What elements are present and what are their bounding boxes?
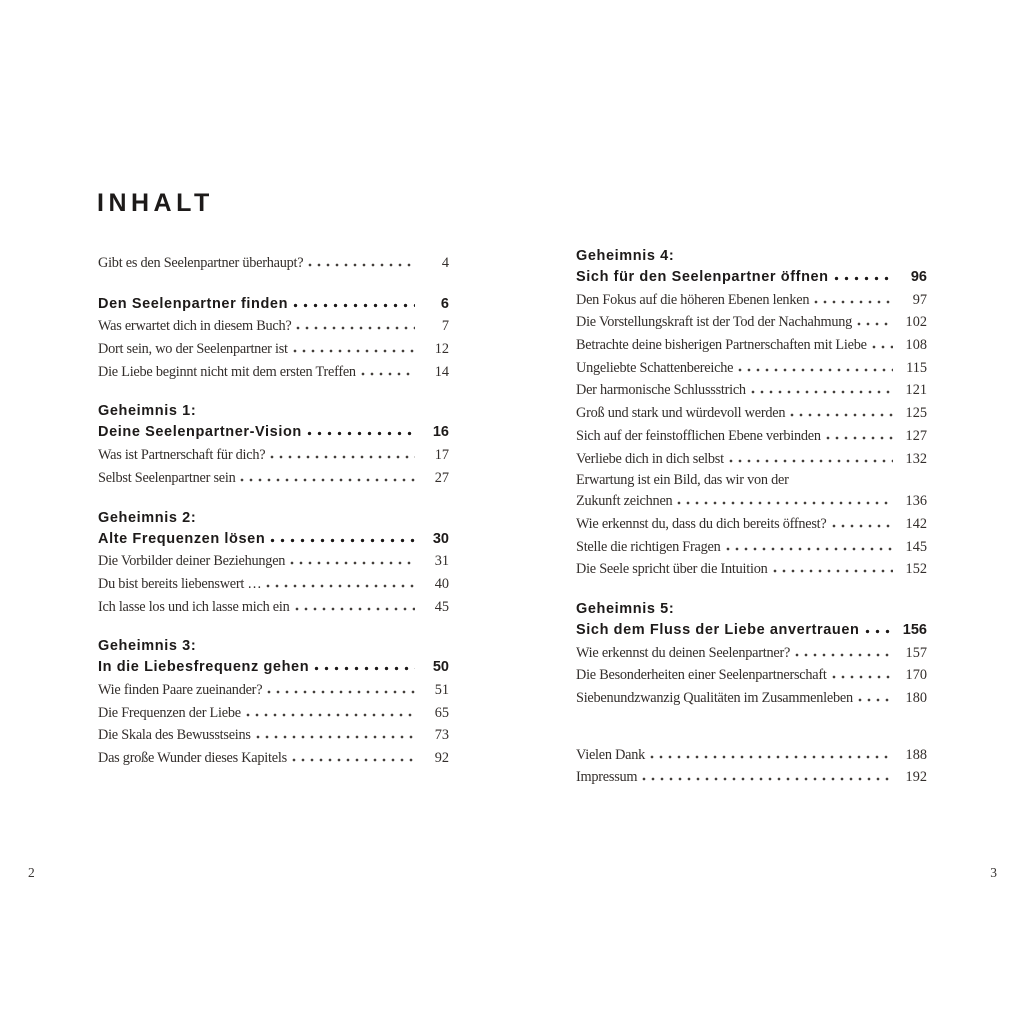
toc-row-main-line xyxy=(576,513,927,536)
toc-row-page-number: 16 xyxy=(432,424,449,441)
toc-row-main-line xyxy=(576,289,927,312)
toc-row-page-number: 192 xyxy=(905,769,927,786)
toc-row-page-number: 96 xyxy=(910,269,927,285)
toc-row-page-number: 145 xyxy=(905,538,927,555)
leader-dots xyxy=(872,345,893,349)
toc-row-main-line xyxy=(576,311,927,334)
toc-row-page-number: 92 xyxy=(434,750,449,766)
toc-row-main-line xyxy=(98,338,449,361)
leader-dots xyxy=(296,326,415,330)
toc-row-page-number: 51 xyxy=(434,681,449,698)
leader-dots xyxy=(266,584,415,588)
toc-row-main-line xyxy=(576,357,927,380)
toc-row-main-line xyxy=(576,642,927,665)
toc-row-label: Die Besonderheiten einer Seelenpartnerschaft xyxy=(576,667,827,684)
toc-column-left xyxy=(98,252,449,770)
toc-row-first-line: Geheimnis 2: xyxy=(98,509,197,526)
leader-dots xyxy=(290,561,415,565)
toc-entry-row xyxy=(98,702,449,725)
leader-dots xyxy=(726,547,893,551)
toc-row-main-line xyxy=(98,315,449,338)
toc-entry-row xyxy=(576,766,927,789)
toc-row-main-line xyxy=(576,490,927,513)
toc-row-page-number: 157 xyxy=(905,644,927,661)
toc-entry-row xyxy=(576,289,927,312)
toc-row-page-number: 180 xyxy=(905,690,927,706)
toc-row-main-line xyxy=(576,448,927,471)
toc-chapter-row xyxy=(98,293,449,316)
toc-row-label: Groß und stark und würdevoll werden xyxy=(576,405,786,422)
toc-row-first-line: Geheimnis 5: xyxy=(576,600,675,617)
toc-row-page-number: 4 xyxy=(441,255,449,271)
toc-entry-row xyxy=(98,467,449,490)
toc-row-page-number: 125 xyxy=(905,405,927,422)
toc-row-page-number: 17 xyxy=(434,447,449,464)
toc-entry-row xyxy=(98,444,449,467)
toc-entry-row xyxy=(98,338,449,361)
toc-row-main-line xyxy=(98,573,449,596)
toc-row-label: Das große Wunder dieses Kapitels xyxy=(98,750,287,766)
toc-row-label: Sich dem Fluss der Liebe anvertrauen xyxy=(576,621,860,638)
toc-row-page-number: 102 xyxy=(905,314,927,331)
toc-row-main-line xyxy=(98,656,449,679)
toc-entry-row xyxy=(576,357,927,380)
toc-row-first-line: Geheimnis 1: xyxy=(98,403,197,420)
leader-dots xyxy=(751,390,893,394)
toc-row-page-number: 6 xyxy=(440,295,449,312)
toc-entry-row xyxy=(98,361,449,384)
toc-row-label: Selbst Seelenpartner sein xyxy=(98,469,236,486)
toc-row-main-line xyxy=(576,425,927,448)
toc-row-main-line xyxy=(98,293,449,316)
toc-entry-row xyxy=(576,536,927,559)
toc-row-label: Zukunft zeichnen xyxy=(576,493,673,510)
toc-row-main-line xyxy=(576,379,927,402)
toc-row-main-line xyxy=(98,421,449,444)
toc-row-label: Die Frequenzen der Liebe xyxy=(98,704,241,721)
toc-entry-row xyxy=(576,664,927,687)
toc-chapter-row xyxy=(98,401,449,444)
toc-entry-row xyxy=(576,558,927,581)
leader-dots xyxy=(240,478,415,482)
page-number-right: 3 xyxy=(990,865,997,880)
toc-row-label: Deine Seelenpartner-Vision xyxy=(98,424,302,441)
leader-dots xyxy=(814,300,893,304)
toc-row-page-number: 152 xyxy=(905,561,927,578)
toc-row-main-line xyxy=(98,444,449,467)
toc-row-page-number: 50 xyxy=(432,659,449,676)
leader-dots xyxy=(650,755,893,759)
leader-dots xyxy=(267,690,415,694)
toc-entry-row xyxy=(576,687,927,710)
toc-entry-row xyxy=(98,724,449,747)
leader-dots xyxy=(738,368,893,372)
toc-entry-row xyxy=(98,596,449,619)
leader-dots xyxy=(832,524,894,528)
toc-row-main-line xyxy=(98,679,449,702)
leader-dots xyxy=(790,413,893,417)
toc-entry-row xyxy=(576,379,927,402)
toc-row-label: Siebenundzwanzig Qualitäten im Zusammenleben xyxy=(576,690,853,706)
toc-row-page-number: 40 xyxy=(434,575,449,592)
toc-row-label: Die Skala des Bewusstseins xyxy=(98,727,251,744)
toc-row-page-number: 31 xyxy=(434,553,449,570)
toc-row-page-number: 65 xyxy=(434,704,449,721)
toc-row-main-line xyxy=(98,252,449,275)
toc-entry-row xyxy=(576,744,927,767)
toc-row-label: Wie finden Paare zueinander? xyxy=(98,681,263,698)
toc-row-label: Du bist bereits liebenswert … xyxy=(98,575,262,592)
toc-row-label: Die Vorstellungskraft ist der Tod der Nachahmung xyxy=(576,314,853,331)
toc-row-main-line xyxy=(98,528,449,551)
toc-row-label: Dort sein, wo der Seelenpartner ist xyxy=(98,341,288,358)
toc-row-page-number: 156 xyxy=(902,621,927,638)
toc-row-main-line xyxy=(576,536,927,559)
toc-entry-row xyxy=(576,448,927,471)
toc-row-label: Ungeliebte Schattenbereiche xyxy=(576,359,734,376)
toc-row-main-line xyxy=(576,334,927,357)
toc-row-main-line xyxy=(576,664,927,687)
toc-row-label: Stelle die richtigen Fragen xyxy=(576,538,721,555)
leader-dots xyxy=(270,455,415,459)
toc-row-page-number: 73 xyxy=(434,727,449,744)
toc-row-main-line xyxy=(98,747,449,770)
leader-dots xyxy=(773,569,894,573)
leader-dots xyxy=(361,372,415,376)
leader-dots xyxy=(314,666,415,671)
leader-dots xyxy=(270,538,415,543)
toc-entry-row xyxy=(576,513,927,536)
toc-chapter-row xyxy=(98,636,449,679)
toc-row-label: Betrachte deine bisherigen Partnerschaften mit Liebe xyxy=(576,337,867,354)
leader-dots xyxy=(826,436,893,440)
leader-dots xyxy=(293,349,415,353)
toc-row-label: Vielen Dank xyxy=(576,746,646,763)
toc-row-label: Gibt es den Seelenpartner überhaupt? xyxy=(98,255,304,271)
toc-row-page-number: 27 xyxy=(434,469,449,486)
toc-entry-row xyxy=(98,679,449,702)
toc-entry-row xyxy=(576,402,927,425)
toc-row-first-line: Erwartung ist ein Bild, das wir von der xyxy=(576,472,789,489)
leader-dots xyxy=(295,607,415,611)
toc-chapter-row xyxy=(576,599,927,642)
toc-row-page-number: 14 xyxy=(434,363,449,380)
toc-row-main-line xyxy=(98,724,449,747)
toc-row-main-line xyxy=(576,558,927,581)
toc-row-label: Wie erkennst du, dass du dich bereits öffnest? xyxy=(576,515,827,532)
toc-entry-row xyxy=(98,573,449,596)
toc-row-label: Ich lasse los und ich lasse mich ein xyxy=(98,598,290,615)
toc-entry-row xyxy=(576,425,927,448)
toc-entry-row xyxy=(98,550,449,573)
toc-row-page-number: 127 xyxy=(905,427,927,444)
toc-row-label: Den Seelenpartner finden xyxy=(98,295,289,312)
toc-row-main-line xyxy=(576,619,927,642)
toc-row-page-number: 142 xyxy=(905,515,927,532)
toc-column-right xyxy=(576,246,927,789)
toc-row-label: Sich auf der feinstofflichen Ebene verbinden xyxy=(576,427,821,444)
toc-row-label: Impressum xyxy=(576,769,638,786)
toc-row-label: Den Fokus auf die höheren Ebenen lenken xyxy=(576,291,810,308)
page-number-left: 2 xyxy=(28,865,35,880)
toc-row-main-line xyxy=(576,766,927,789)
toc-row-page-number: 170 xyxy=(905,667,927,684)
toc-chapter-row xyxy=(576,246,927,289)
toc-entry-row xyxy=(576,311,927,334)
toc-row-page-number: 97 xyxy=(912,291,927,308)
toc-entry-row xyxy=(576,334,927,357)
toc-row-page-number: 12 xyxy=(434,341,449,358)
toc-row-page-number: 7 xyxy=(441,318,449,335)
toc-entry-row xyxy=(98,252,449,275)
toc-row-first-line: Geheimnis 3: xyxy=(98,638,197,655)
toc-row-label: In die Liebesfrequenz gehen xyxy=(98,659,310,676)
toc-entry-row xyxy=(98,747,449,770)
leader-dots xyxy=(677,501,893,505)
leader-dots xyxy=(293,303,415,308)
toc-row-page-number: 108 xyxy=(905,337,927,354)
toc-row-page-number: 45 xyxy=(434,598,449,615)
leader-dots xyxy=(865,629,894,634)
leader-dots xyxy=(308,263,415,267)
toc-row-label: Die Seele spricht über die Intuition xyxy=(576,561,768,578)
toc-row-page-number: 136 xyxy=(905,493,927,510)
toc-row-main-line xyxy=(98,596,449,619)
toc-title: INHALT xyxy=(97,188,214,217)
toc-row-main-line xyxy=(576,687,927,710)
toc-row-main-line xyxy=(576,744,927,767)
leader-dots xyxy=(246,713,415,717)
toc-row-main-line xyxy=(98,550,449,573)
toc-row-label: Was erwartet dich in diesem Buch? xyxy=(98,318,292,335)
toc-row-label: Der harmonische Schlussstrich xyxy=(576,382,746,399)
toc-row-label: Die Liebe beginnt nicht mit dem ersten Treffen xyxy=(98,363,356,380)
toc-row-label: Alte Frequenzen lösen xyxy=(98,530,266,547)
leader-dots xyxy=(292,758,415,762)
toc-row-main-line xyxy=(98,702,449,725)
leader-dots xyxy=(795,653,893,657)
toc-row-label: Wie erkennst du deinen Seelenpartner? xyxy=(576,644,791,661)
toc-row-first-line: Geheimnis 4: xyxy=(576,248,675,264)
leader-dots xyxy=(834,276,893,281)
toc-row-label: Verliebe dich in dich selbst xyxy=(576,450,724,467)
toc-row-label: Die Vorbilder deiner Beziehungen xyxy=(98,553,286,570)
leader-dots xyxy=(307,431,415,436)
toc-row-label: Was ist Partnerschaft für dich? xyxy=(98,447,266,464)
toc-row-label: Sich für den Seelenpartner öffnen xyxy=(576,269,829,285)
toc-row-page-number: 115 xyxy=(906,359,927,376)
toc-row-main-line xyxy=(576,402,927,425)
leader-dots xyxy=(256,735,415,739)
toc-entry-row xyxy=(98,315,449,338)
toc-row-page-number: 188 xyxy=(905,746,927,763)
toc-entry-row xyxy=(576,642,927,665)
toc-row-page-number: 30 xyxy=(432,530,449,547)
toc-entry-row xyxy=(576,470,927,513)
leader-dots xyxy=(729,459,893,463)
leader-dots xyxy=(857,322,893,326)
toc-row-main-line xyxy=(98,467,449,490)
toc-row-page-number: 132 xyxy=(905,450,927,467)
toc-row-page-number: 121 xyxy=(905,382,927,399)
leader-dots xyxy=(858,698,893,702)
leader-dots xyxy=(642,777,893,781)
leader-dots xyxy=(832,675,893,679)
toc-row-main-line xyxy=(98,361,449,384)
toc-chapter-row xyxy=(98,508,449,551)
toc-row-main-line xyxy=(576,266,927,289)
